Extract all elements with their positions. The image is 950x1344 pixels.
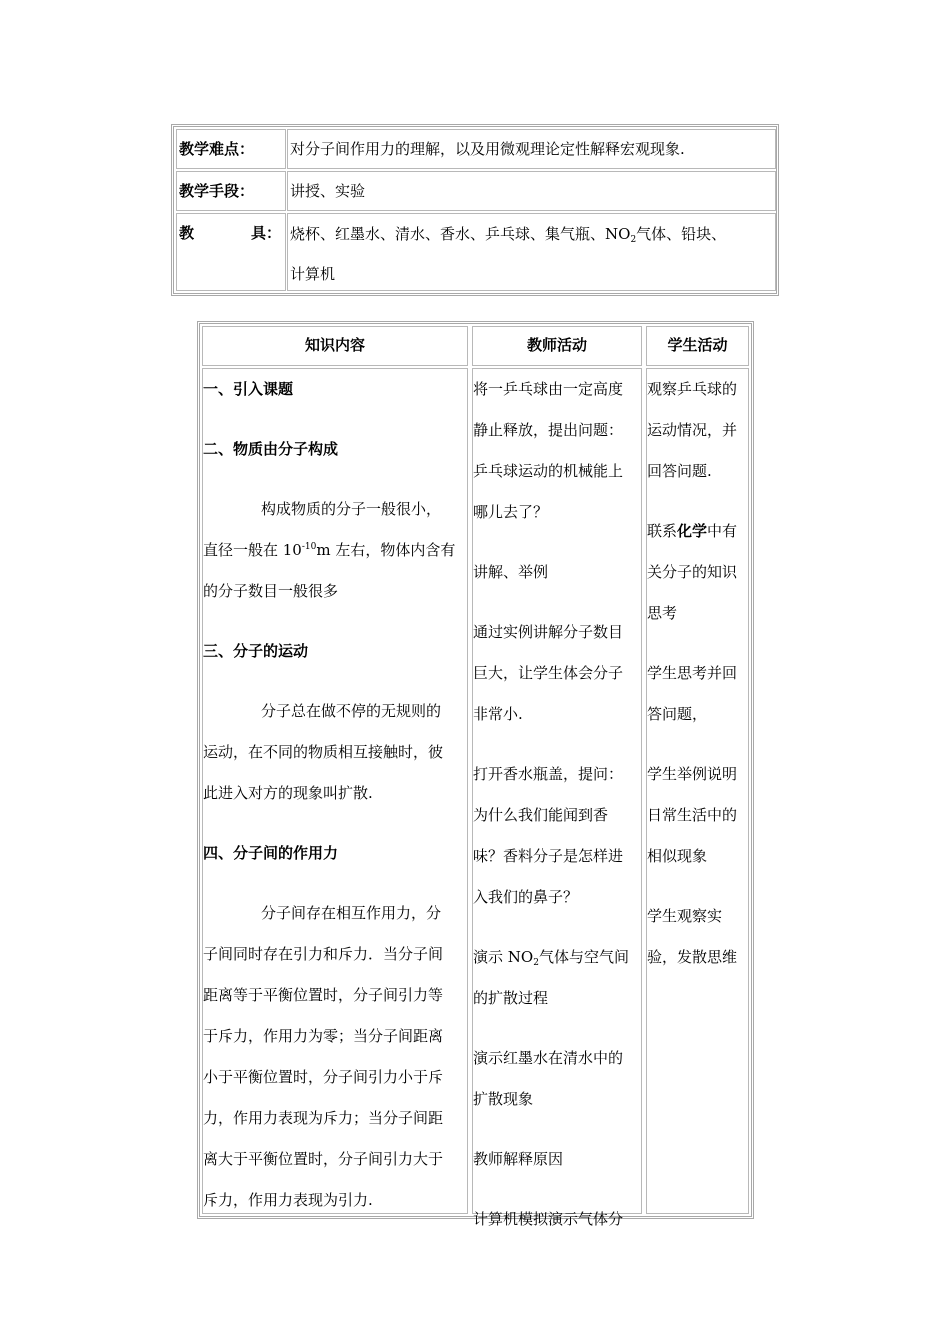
section-heading-4: 四、分子间的作用力	[203, 844, 339, 862]
student-text: 联系化学中有	[647, 522, 738, 540]
teacher-text: 演示红墨水在清水中的	[473, 1049, 624, 1067]
teacher-text: 巨大，让学生体会分子	[473, 664, 624, 682]
student-text: 关分子的知识	[647, 563, 738, 581]
knowledge-text: 力，作用力表现为斥力；当分子间距	[203, 1109, 444, 1127]
student-text: 日常生活中的	[647, 806, 738, 824]
knowledge-text: 子间同时存在引力和斥力．当分子间	[203, 945, 444, 963]
student-text: 验，发散思维	[647, 948, 738, 966]
teacher-text: 打开香水瓶盖，提问：	[473, 765, 624, 783]
student-activity	[646, 368, 749, 1214]
teacher-text: 讲解、举例	[473, 563, 549, 581]
knowledge-text: 于斥力，作用力为零；当分子间距离	[203, 1027, 444, 1045]
teacher-text: 演示 $NO_2$气体与空气间	[473, 948, 629, 968]
student-text: 思考	[647, 604, 678, 622]
knowledge-text: 的分子数目一般很多	[203, 582, 339, 600]
difficulty-label: 教学难点：	[176, 129, 286, 169]
student-text: 学生思考并回	[647, 664, 738, 682]
student-text: 运动情况，并	[647, 421, 738, 439]
tools-label-a: 教	[179, 224, 195, 242]
header-student: 学生活动	[646, 326, 749, 366]
means-label: 教学手段：	[176, 171, 286, 211]
knowledge-text: 分子总在做不停的无规则的	[261, 702, 442, 720]
knowledge-text: 分子间存在相互作用力，分	[261, 904, 442, 922]
student-text: 回答问题.	[647, 462, 712, 480]
teacher-text: 的扩散过程	[473, 989, 549, 1007]
knowledge-text: 此进入对方的现象叫扩散.	[203, 784, 373, 802]
header-teacher: 教师活动	[472, 326, 642, 366]
section-heading-3: 三、分子的运动	[203, 642, 309, 660]
teacher-text: 味？香料分子是怎样进	[473, 847, 624, 865]
means-value: 讲授、实验	[287, 171, 776, 211]
info-table	[171, 124, 779, 296]
teacher-text: 为什么我们能闻到香	[473, 806, 609, 824]
plan-table	[197, 321, 754, 1228]
teacher-text: 通过实例讲解分子数目	[473, 623, 624, 641]
teacher-text: 扩散现象	[473, 1090, 534, 1108]
tools-value	[287, 213, 776, 291]
section-heading-2: 二、物质由分子构成	[203, 440, 339, 458]
teacher-text: 入我们的鼻子？	[473, 888, 579, 906]
tools-label-b: 具：	[250, 224, 281, 242]
knowledge-content	[202, 368, 468, 1214]
difficulty-value: 对分子间作用力的理解，以及用微观理论定性解释宏观现象.	[287, 129, 776, 169]
teacher-text: 将一乒乓球由一定高度	[473, 380, 624, 398]
teacher-text: 非常小.	[473, 705, 523, 723]
teacher-text: 静止释放，提出问题：	[473, 421, 624, 439]
tools-line-1: 烧杯、红墨水、清水、香水、乒乓球、集气瓶、$NO_2$气体、铅块、	[290, 225, 727, 245]
student-text: 答问题，	[647, 705, 708, 723]
knowledge-text: 距离等于平衡位置时，分子间引力等	[203, 986, 444, 1004]
knowledge-text: 运动，在不同的物质相互接触时，彼	[203, 743, 444, 761]
tools-label	[176, 213, 286, 291]
tools-line-2: 计算机	[290, 265, 336, 283]
knowledge-text: 构成物质的分子一般很小，	[261, 500, 442, 518]
student-text: 学生观察实	[647, 907, 723, 925]
header-knowledge: 知识内容	[202, 326, 468, 366]
teacher-text: 乒乓球运动的机械能上	[473, 462, 624, 480]
section-heading-1: 一、引入课题	[203, 380, 294, 398]
knowledge-text: 小于平衡位置时，分子间引力小于斥	[203, 1068, 444, 1086]
teacher-text: 哪儿去了？	[473, 503, 549, 521]
knowledge-text: 直径一般在 $10^{-10}m$ 左右，物体内含有	[203, 541, 456, 559]
teacher-activity	[472, 368, 642, 1228]
teacher-text: 计算机模拟演示气体分	[473, 1210, 624, 1228]
knowledge-text: 离大于平衡位置时，分子间引力大于	[203, 1150, 444, 1168]
knowledge-text: 斥力，作用力表现为引力.	[203, 1191, 373, 1209]
teacher-text: 教师解释原因	[473, 1150, 564, 1168]
student-text: 相似现象	[647, 847, 708, 865]
student-text: 观察乒乓球的	[647, 380, 738, 398]
student-text: 学生举例说明	[647, 765, 738, 783]
